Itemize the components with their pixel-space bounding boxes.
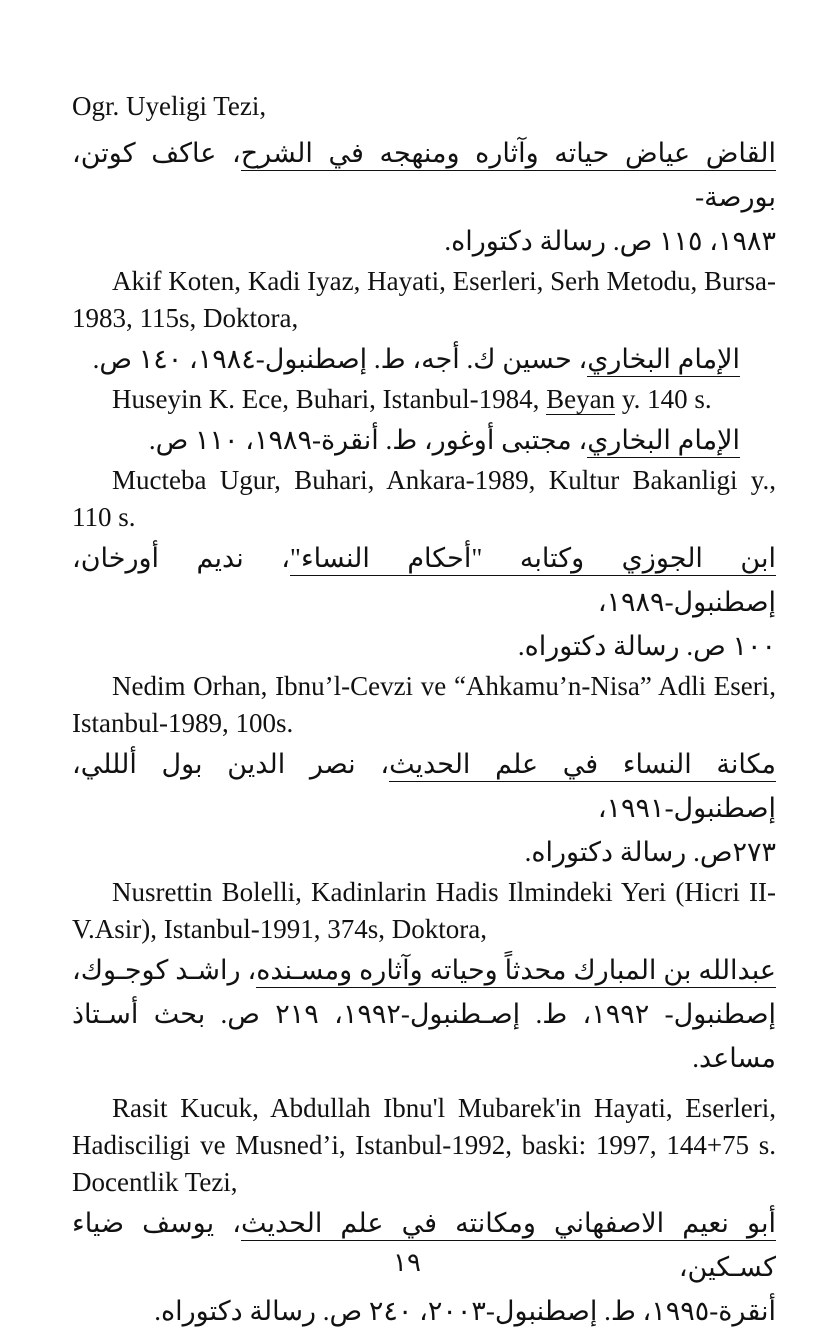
bibliography-entry-1 bbox=[72, 131, 776, 337]
latin-citation: Nedim Orhan, Ibnu’l-Cevzi ve “Ahkamu’n-Nisa” Adli Eseri, Istanbul-1989, 100s. bbox=[72, 671, 776, 738]
spacer bbox=[72, 1080, 776, 1090]
page-number: ١٩ bbox=[393, 1248, 421, 1277]
arabic-details: ، مجتبى أوغور، ط. أنقرة-١٩٨٩، ١١٠ ص. bbox=[148, 425, 588, 455]
arabic-title: القاض عياض حياته وآثاره ومنهجه في الشرح bbox=[241, 138, 776, 171]
arabic-citation-continued: ١٠٠ ص. رسالة دكتوراه. bbox=[517, 631, 776, 661]
bibliography-entry-3 bbox=[72, 418, 776, 536]
arabic-title: عبدالله بن المبارك محدثاً وحياته وآثاره ومسـنده bbox=[256, 955, 776, 988]
arabic-details: ، نديم أورخان، إصطنبول-١٩٨٩، bbox=[72, 543, 776, 617]
arabic-citation bbox=[72, 131, 776, 219]
latin-citation-text: Huseyin K. Ece, Buhari, Istanbul-1984, bbox=[112, 384, 547, 414]
arabic-title: مكانة النساء في علم الحديث bbox=[389, 749, 776, 782]
arabic-citation-continued: ٢٧٣ص. رسالة دكتوراه. bbox=[524, 837, 776, 867]
latin-citation: Akif Koten, Kadi Iyaz, Hayati, Eserleri, Serh Metodu, Bursa-1983, 115s, Doktora, bbox=[72, 266, 776, 333]
arabic-title: ابن الجوزي وكتابه "أحكام النساء" bbox=[290, 543, 776, 576]
latin-citation-tail: y. 140 s. bbox=[615, 384, 712, 414]
bibliography-entry-5 bbox=[72, 742, 776, 948]
publisher-name: Beyan bbox=[546, 384, 616, 414]
bibliography-entry-4 bbox=[72, 536, 776, 742]
arabic-citation bbox=[72, 337, 776, 381]
arabic-details: ، نصر الدين بول ألللي، إصطنبول-١٩٩١، bbox=[72, 749, 776, 823]
arabic-details: ، حسين ك. أجه، ط. إصطنبول-١٩٨٤، ١٤٠ ص. bbox=[92, 344, 588, 374]
latin-citation: Mucteba Ugur, Buhari, Ankara-1989, Kultur Bakanligi y., 110 s. bbox=[72, 465, 776, 532]
bibliography-entry-6 bbox=[72, 948, 776, 1201]
arabic-details: ، يوسف ضياء كسـكين، bbox=[72, 1208, 776, 1282]
arabic-citation-continued-2: مساعد. bbox=[692, 1043, 776, 1073]
latin-citation bbox=[72, 381, 776, 418]
header-line: Ogr. Uyeligi Tezi, bbox=[72, 91, 267, 121]
arabic-citation-continued: ١٩٨٣، ١١٥ ص. رسالة دكتوراه. bbox=[444, 226, 776, 256]
arabic-citation-continued: أنقرة-١٩٩٥، ط. إصطنبول-٢٠٠٣، ٢٤٠ ص. رسالة دكتوراه. bbox=[154, 1296, 776, 1326]
arabic-citation bbox=[72, 418, 776, 462]
latin-citation: Rasit Kucuk, Abdullah Ibnu'l Mubarek'in Hayati, Eserleri, Hadisciligi ve Musned’i, Istanbul-1992, baski: 1997, 144+75 s. Docentlik Tezi, bbox=[72, 1093, 776, 1197]
arabic-title: الإمام البخاري bbox=[587, 344, 740, 377]
arabic-details: ، راشـد كوجـوك، bbox=[72, 955, 257, 985]
arabic-details: ، عاكف كوتن، بورصة- bbox=[72, 138, 776, 212]
latin-citation: Nusrettin Bolelli, Kadinlarin Hadis Ilmindeki Yeri (Hicri II-V.Asir), Istanbul-1991, 374s, Doktora, bbox=[72, 877, 776, 944]
arabic-title: الإمام البخاري bbox=[587, 425, 740, 458]
arabic-title: أبو نعيم الاصفهاني ومكانته في علم الحديث bbox=[241, 1208, 776, 1241]
arabic-citation-continued: إصطنبول- ١٩٩٢، ط. إصـطنبول-١٩٩٢، ٢١٩ ص. بحث أسـتاذ bbox=[72, 999, 777, 1029]
arabic-citation bbox=[72, 948, 776, 992]
arabic-citation bbox=[72, 742, 776, 830]
arabic-citation bbox=[72, 536, 776, 624]
bibliography-entry-2 bbox=[72, 337, 776, 418]
